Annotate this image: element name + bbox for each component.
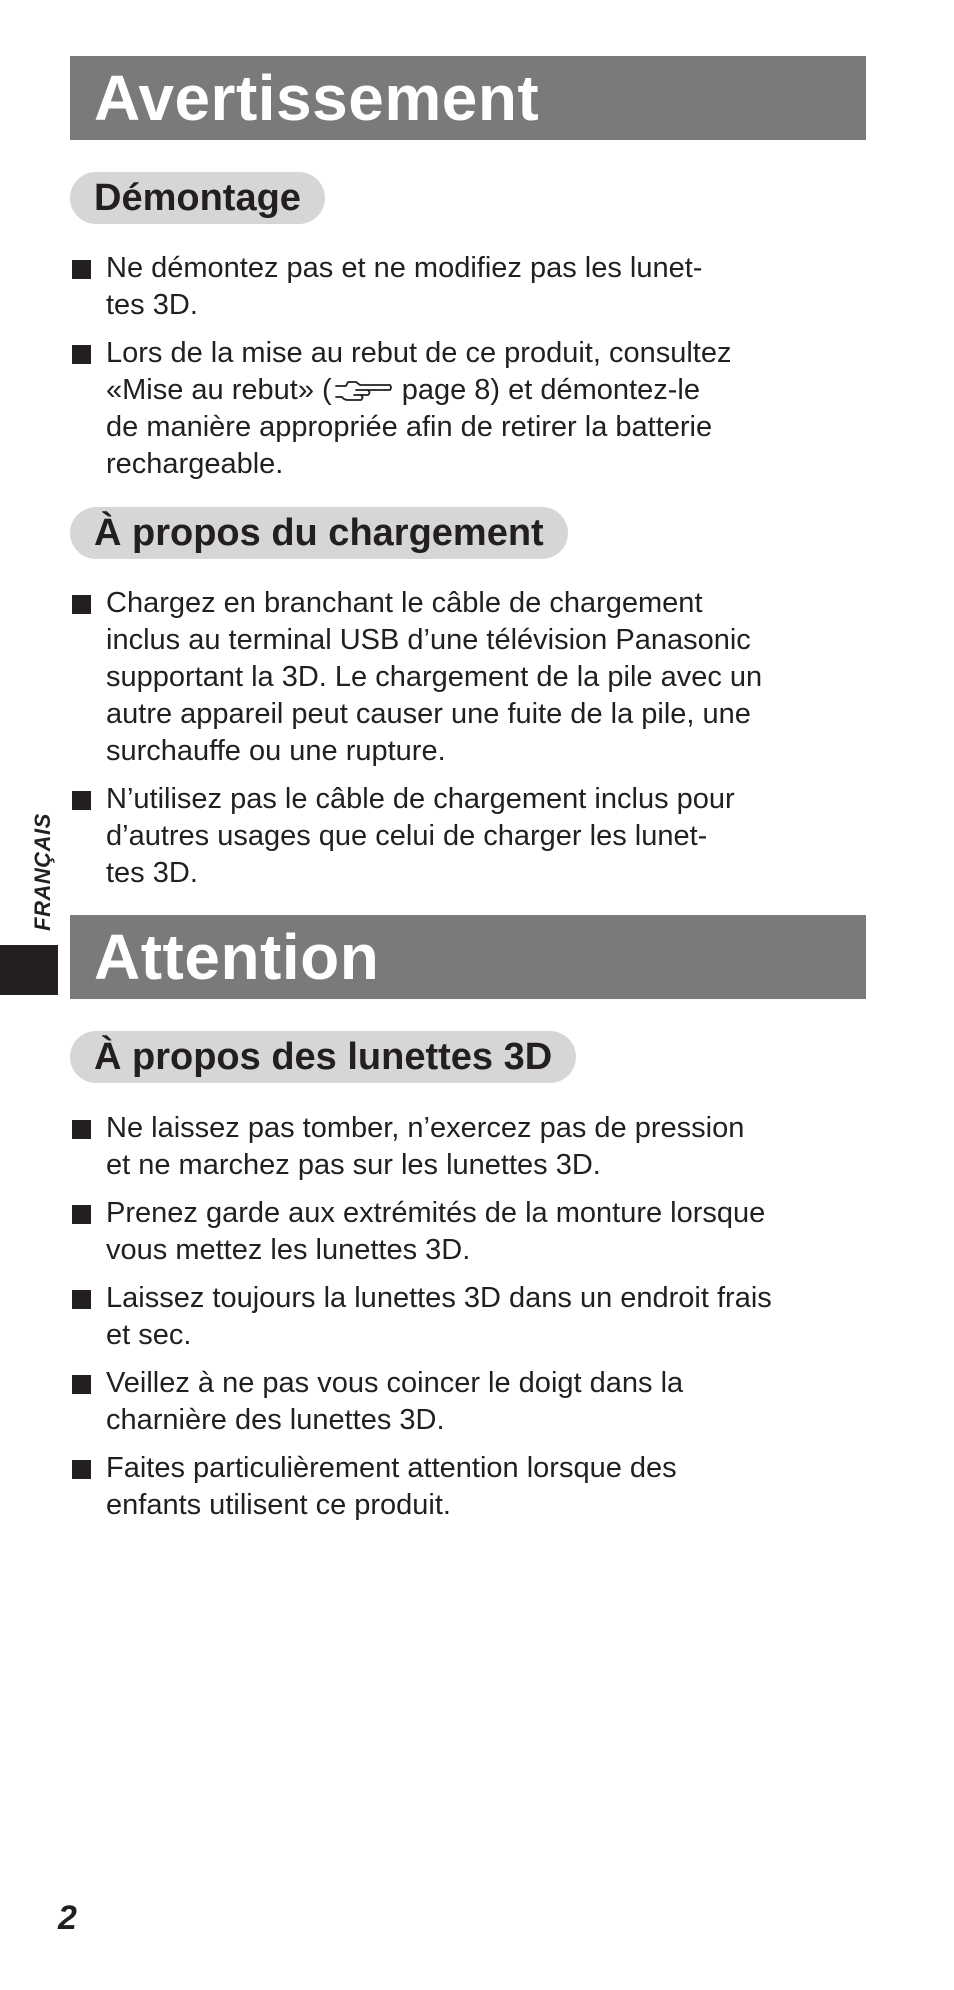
square-bullet-icon [72,1290,91,1309]
square-bullet-icon [72,791,91,810]
list-item [70,1195,870,1269]
item-text-after: page 8) et démontez-le de manière appropriée afin de retirer la batterie rechargeable. [106,374,713,480]
square-bullet-icon [72,1460,91,1479]
list-item [70,250,870,324]
list-item [70,585,870,770]
item-text: Faites particulièrement attention lorsque des enfants utilisent ce produit. [106,1452,677,1521]
pointing-hand-icon [334,378,392,402]
square-bullet-icon [72,1205,91,1224]
list-item [70,335,870,483]
language-side-label: FRANÇAIS [30,813,55,931]
section-heading-demontage: Démontage [70,172,325,224]
list-chargement [70,585,870,903]
item-text-before: Lors de la mise au rebut de ce produit, consultez «Mise au rebut» ( [106,337,732,406]
page-number: 2 [58,1899,77,1937]
caution-title: Attention [94,921,380,993]
item-text [106,335,870,483]
warning-title: Avertissement [94,62,540,134]
square-bullet-icon [72,595,91,614]
square-bullet-icon [72,1120,91,1139]
square-bullet-icon [72,1375,91,1394]
item-text: Veillez à ne pas vous coincer le doigt dans la charnière des lunettes 3D. [106,1367,684,1436]
section-heading-chargement: À propos du chargement [70,507,568,559]
list-lunettes [70,1110,870,1535]
list-demontage [70,250,870,494]
list-item [70,1280,870,1354]
list-item [70,781,870,892]
item-text: Chargez en branchant le câble de chargement inclus au terminal USB d’une télévision Panasonic supportant la 3D. Le chargement de la pile avec un autre appareil peut causer une fuite de la pile, une surchauffe ou une rupture. [106,587,763,767]
item-text: N’utilisez pas le câble de chargement inclus pour d’autres usages que celui de charger les lunet- tes 3D. [106,783,735,889]
item-text: Laissez toujours la lunettes 3D dans un endroit frais et sec. [106,1282,772,1351]
item-text: Prenez garde aux extrémités de la monture lorsque vous mettez les lunettes 3D. [106,1197,766,1266]
item-text: Ne laissez pas tomber, n’exercez pas de pression et ne marchez pas sur les lunettes 3D. [106,1112,745,1181]
square-bullet-icon [72,345,91,364]
section-heading-lunettes: À propos des lunettes 3D [70,1031,576,1083]
caution-banner [70,915,866,999]
item-text: Ne démontez pas et ne modifiez pas les lunet- tes 3D. [106,252,703,321]
list-item [70,1365,870,1439]
list-item [70,1110,870,1184]
square-bullet-icon [72,260,91,279]
language-tab-marker [0,945,58,995]
list-item [70,1450,870,1524]
warning-banner [70,56,866,140]
